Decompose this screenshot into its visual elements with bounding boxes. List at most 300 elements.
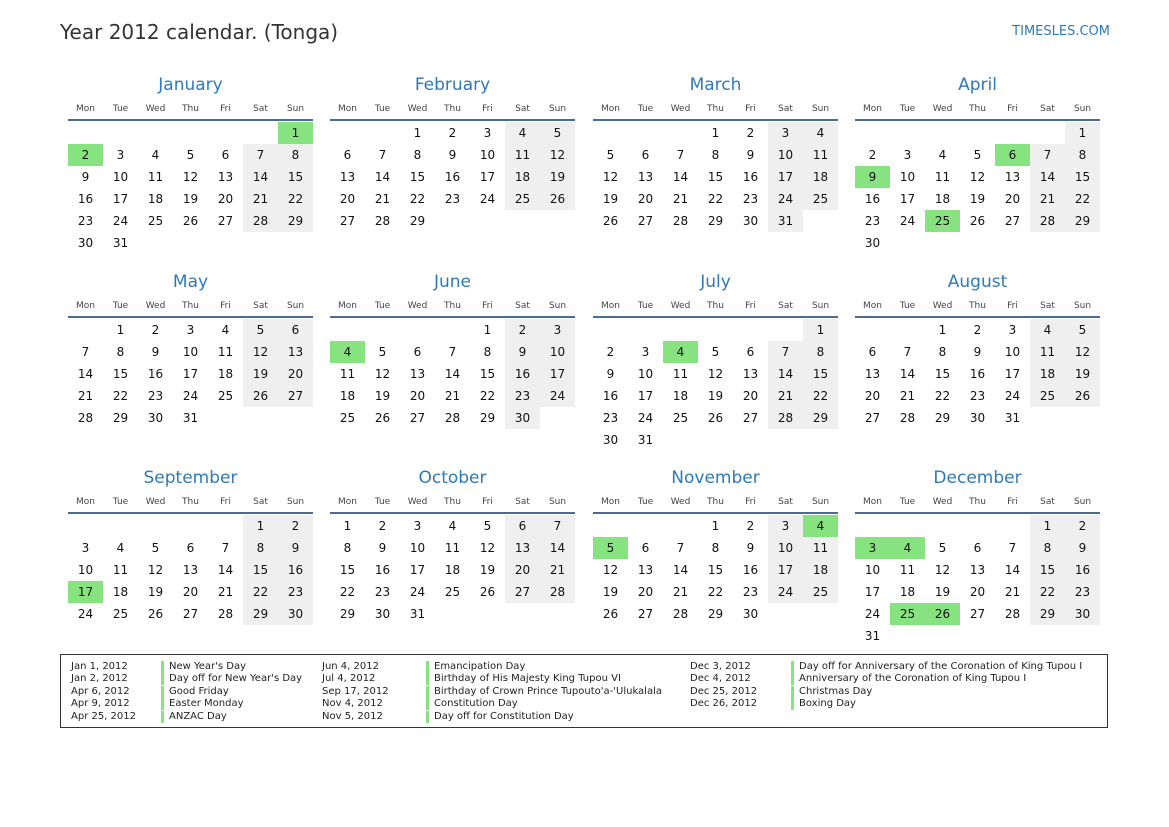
day-cell[interactable]: 5 [378, 345, 387, 359]
day-cell[interactable]: 20 [742, 389, 759, 403]
day-cell[interactable]: 2 [151, 323, 160, 337]
day-cell[interactable]: 17 [768, 166, 803, 188]
day-cell[interactable]: 6 [641, 148, 650, 162]
day-cell[interactable]: 28 [899, 411, 916, 425]
day-cell[interactable]: 1 [938, 323, 947, 337]
day-cell[interactable]: 2 [1065, 515, 1100, 537]
day-cell[interactable]: 30 [374, 607, 391, 621]
day-cell[interactable]: 23 [444, 192, 461, 206]
day-cell[interactable]: 24 [768, 188, 803, 210]
holiday-day-cell[interactable]: 4 [663, 341, 698, 363]
day-cell[interactable]: 21 [77, 389, 94, 403]
day-cell[interactable]: 11 [672, 367, 689, 381]
day-cell[interactable]: 8 [938, 345, 947, 359]
day-cell[interactable]: 7 [378, 148, 387, 162]
day-cell[interactable]: 19 [707, 389, 724, 403]
day-cell[interactable]: 6 [186, 541, 195, 555]
day-cell[interactable]: 5 [711, 345, 720, 359]
day-cell[interactable]: 3 [1008, 323, 1017, 337]
day-cell[interactable]: 14 [768, 363, 803, 385]
day-cell[interactable]: 16 [742, 170, 759, 184]
day-cell[interactable]: 9 [746, 541, 755, 555]
day-cell[interactable]: 5 [151, 541, 160, 555]
day-cell[interactable]: 17 [112, 192, 129, 206]
day-cell[interactable]: 27 [637, 607, 654, 621]
day-cell[interactable]: 23 [77, 214, 94, 228]
day-cell[interactable]: 5 [606, 148, 615, 162]
day-cell[interactable]: 24 [409, 585, 426, 599]
day-cell[interactable]: 21 [1004, 585, 1021, 599]
day-cell[interactable]: 9 [278, 537, 313, 559]
day-cell[interactable]: 17 [409, 563, 426, 577]
day-cell[interactable]: 20 [1004, 192, 1021, 206]
day-cell[interactable]: 13 [182, 563, 199, 577]
day-cell[interactable]: 22 [934, 389, 951, 403]
day-cell[interactable]: 24 [899, 214, 916, 228]
day-cell[interactable]: 16 [602, 389, 619, 403]
day-cell[interactable]: 5 [186, 148, 195, 162]
day-cell[interactable]: 4 [505, 122, 540, 144]
day-cell[interactable]: 12 [479, 541, 496, 555]
day-cell[interactable]: 2 [868, 148, 877, 162]
day-cell[interactable]: 31 [864, 629, 881, 643]
day-cell[interactable]: 18 [505, 166, 540, 188]
day-cell[interactable]: 10 [899, 170, 916, 184]
day-cell[interactable]: 3 [903, 148, 912, 162]
day-cell[interactable]: 22 [1065, 188, 1100, 210]
day-cell[interactable]: 11 [803, 144, 838, 166]
day-cell[interactable]: 9 [378, 541, 387, 555]
day-cell[interactable]: 29 [1030, 603, 1065, 625]
day-cell[interactable]: 24 [182, 389, 199, 403]
day-cell[interactable]: 31 [409, 607, 426, 621]
day-cell[interactable]: 18 [934, 192, 951, 206]
day-cell[interactable]: 22 [112, 389, 129, 403]
day-cell[interactable]: 11 [147, 170, 164, 184]
day-cell[interactable]: 13 [409, 367, 426, 381]
day-cell[interactable]: 2 [973, 323, 982, 337]
day-cell[interactable]: 15 [112, 367, 129, 381]
day-cell[interactable]: 26 [182, 214, 199, 228]
day-cell[interactable]: 17 [182, 367, 199, 381]
day-cell[interactable]: 15 [339, 563, 356, 577]
day-cell[interactable]: 15 [278, 166, 313, 188]
day-cell[interactable]: 14 [672, 563, 689, 577]
day-cell[interactable]: 10 [768, 144, 803, 166]
day-cell[interactable]: 12 [182, 170, 199, 184]
day-cell[interactable]: 24 [112, 214, 129, 228]
day-cell[interactable]: 10 [182, 345, 199, 359]
day-cell[interactable]: 26 [707, 411, 724, 425]
day-cell[interactable]: 16 [147, 367, 164, 381]
day-cell[interactable]: 27 [864, 411, 881, 425]
day-cell[interactable]: 11 [803, 537, 838, 559]
day-cell[interactable]: 5 [540, 122, 575, 144]
day-cell[interactable]: 2 [505, 319, 540, 341]
day-cell[interactable]: 7 [540, 515, 575, 537]
day-cell[interactable]: 27 [742, 411, 759, 425]
day-cell[interactable]: 4 [938, 148, 947, 162]
day-cell[interactable]: 12 [934, 563, 951, 577]
day-cell[interactable]: 18 [112, 585, 129, 599]
day-cell[interactable]: 22 [803, 385, 838, 407]
day-cell[interactable]: 8 [343, 541, 352, 555]
day-cell[interactable]: 9 [606, 367, 615, 381]
day-cell[interactable]: 6 [278, 319, 313, 341]
day-cell[interactable]: 30 [742, 214, 759, 228]
day-cell[interactable]: 25 [217, 389, 234, 403]
holiday-day-cell[interactable]: 2 [68, 144, 103, 166]
day-cell[interactable]: 10 [540, 341, 575, 363]
day-cell[interactable]: 13 [505, 537, 540, 559]
day-cell[interactable]: 15 [1030, 559, 1065, 581]
day-cell[interactable]: 16 [505, 363, 540, 385]
day-cell[interactable]: 12 [1065, 341, 1100, 363]
day-cell[interactable]: 6 [746, 345, 755, 359]
day-cell[interactable]: 4 [1030, 319, 1065, 341]
day-cell[interactable]: 23 [864, 214, 881, 228]
day-cell[interactable]: 19 [182, 192, 199, 206]
day-cell[interactable]: 23 [147, 389, 164, 403]
day-cell[interactable]: 4 [116, 541, 125, 555]
day-cell[interactable]: 3 [768, 122, 803, 144]
day-cell[interactable]: 19 [602, 192, 619, 206]
day-cell[interactable]: 10 [637, 367, 654, 381]
day-cell[interactable]: 20 [217, 192, 234, 206]
day-cell[interactable]: 18 [147, 192, 164, 206]
day-cell[interactable]: 23 [1065, 581, 1100, 603]
day-cell[interactable]: 25 [672, 411, 689, 425]
day-cell[interactable]: 16 [77, 192, 94, 206]
day-cell[interactable]: 10 [112, 170, 129, 184]
day-cell[interactable]: 19 [602, 585, 619, 599]
day-cell[interactable]: 2 [278, 515, 313, 537]
day-cell[interactable]: 2 [378, 519, 387, 533]
day-cell[interactable]: 4 [221, 323, 230, 337]
day-cell[interactable]: 5 [973, 148, 982, 162]
day-cell[interactable]: 21 [672, 585, 689, 599]
day-cell[interactable]: 25 [505, 188, 540, 210]
day-cell[interactable]: 23 [742, 192, 759, 206]
day-cell[interactable]: 22 [707, 585, 724, 599]
day-cell[interactable]: 23 [374, 585, 391, 599]
day-cell[interactable]: 1 [803, 319, 838, 341]
day-cell[interactable]: 31 [182, 411, 199, 425]
day-cell[interactable]: 18 [217, 367, 234, 381]
day-cell[interactable]: 22 [1030, 581, 1065, 603]
day-cell[interactable]: 19 [934, 585, 951, 599]
day-cell[interactable]: 20 [409, 389, 426, 403]
day-cell[interactable]: 25 [339, 411, 356, 425]
day-cell[interactable]: 16 [444, 170, 461, 184]
day-cell[interactable]: 6 [413, 345, 422, 359]
day-cell[interactable]: 27 [969, 607, 986, 621]
day-cell[interactable]: 29 [479, 411, 496, 425]
day-cell[interactable]: 24 [637, 411, 654, 425]
day-cell[interactable]: 20 [637, 192, 654, 206]
site-link[interactable]: TIMESLES.COM [1012, 24, 1110, 39]
day-cell[interactable]: 26 [147, 607, 164, 621]
day-cell[interactable]: 12 [969, 170, 986, 184]
day-cell[interactable]: 19 [540, 166, 575, 188]
day-cell[interactable]: 2 [746, 126, 755, 140]
day-cell[interactable]: 13 [969, 563, 986, 577]
day-cell[interactable]: 13 [637, 170, 654, 184]
day-cell[interactable]: 26 [602, 214, 619, 228]
day-cell[interactable]: 30 [602, 433, 619, 447]
day-cell[interactable]: 20 [969, 585, 986, 599]
day-cell[interactable]: 5 [243, 319, 278, 341]
day-cell[interactable]: 31 [112, 236, 129, 250]
day-cell[interactable]: 14 [217, 563, 234, 577]
day-cell[interactable]: 29 [243, 603, 278, 625]
day-cell[interactable]: 25 [1030, 385, 1065, 407]
day-cell[interactable]: 30 [278, 603, 313, 625]
day-cell[interactable]: 12 [602, 170, 619, 184]
day-cell[interactable]: 13 [339, 170, 356, 184]
day-cell[interactable]: 25 [803, 188, 838, 210]
day-cell[interactable]: 15 [243, 559, 278, 581]
day-cell[interactable]: 13 [278, 341, 313, 363]
day-cell[interactable]: 6 [973, 541, 982, 555]
day-cell[interactable]: 30 [969, 411, 986, 425]
day-cell[interactable]: 1 [413, 126, 422, 140]
day-cell[interactable]: 2 [606, 345, 615, 359]
day-cell[interactable]: 28 [540, 581, 575, 603]
day-cell[interactable]: 15 [934, 367, 951, 381]
holiday-day-cell[interactable]: 4 [803, 515, 838, 537]
day-cell[interactable]: 29 [278, 210, 313, 232]
day-cell[interactable]: 27 [409, 411, 426, 425]
holiday-day-cell[interactable]: 25 [890, 603, 925, 625]
day-cell[interactable]: 15 [707, 170, 724, 184]
day-cell[interactable]: 31 [768, 210, 803, 232]
day-cell[interactable]: 5 [938, 541, 947, 555]
day-cell[interactable]: 14 [1004, 563, 1021, 577]
day-cell[interactable]: 8 [803, 341, 838, 363]
day-cell[interactable]: 6 [868, 345, 877, 359]
day-cell[interactable]: 9 [973, 345, 982, 359]
day-cell[interactable]: 31 [1004, 411, 1021, 425]
day-cell[interactable]: 18 [803, 559, 838, 581]
day-cell[interactable]: 15 [707, 563, 724, 577]
day-cell[interactable]: 10 [479, 148, 496, 162]
day-cell[interactable]: 18 [672, 389, 689, 403]
day-cell[interactable]: 1 [483, 323, 492, 337]
day-cell[interactable]: 22 [707, 192, 724, 206]
day-cell[interactable]: 28 [444, 411, 461, 425]
day-cell[interactable]: 3 [413, 519, 422, 533]
day-cell[interactable]: 27 [217, 214, 234, 228]
day-cell[interactable]: 30 [742, 607, 759, 621]
day-cell[interactable]: 1 [711, 519, 720, 533]
day-cell[interactable]: 12 [374, 367, 391, 381]
day-cell[interactable]: 4 [448, 519, 457, 533]
day-cell[interactable]: 27 [505, 581, 540, 603]
day-cell[interactable]: 28 [672, 214, 689, 228]
holiday-day-cell[interactable]: 25 [925, 210, 960, 232]
holiday-day-cell[interactable]: 4 [330, 341, 365, 363]
day-cell[interactable]: 9 [505, 341, 540, 363]
day-cell[interactable]: 2 [448, 126, 457, 140]
day-cell[interactable]: 2 [746, 519, 755, 533]
day-cell[interactable]: 9 [746, 148, 755, 162]
day-cell[interactable]: 23 [742, 585, 759, 599]
day-cell[interactable]: 29 [409, 214, 426, 228]
day-cell[interactable]: 22 [409, 192, 426, 206]
day-cell[interactable]: 3 [540, 319, 575, 341]
day-cell[interactable]: 8 [278, 144, 313, 166]
day-cell[interactable]: 21 [1030, 188, 1065, 210]
day-cell[interactable]: 27 [182, 607, 199, 621]
day-cell[interactable]: 26 [243, 385, 278, 407]
day-cell[interactable]: 22 [479, 389, 496, 403]
day-cell[interactable]: 26 [374, 411, 391, 425]
day-cell[interactable]: 11 [217, 345, 234, 359]
day-cell[interactable]: 9 [448, 148, 457, 162]
day-cell[interactable]: 22 [278, 188, 313, 210]
day-cell[interactable]: 25 [803, 581, 838, 603]
day-cell[interactable]: 6 [343, 148, 352, 162]
day-cell[interactable]: 28 [217, 607, 234, 621]
day-cell[interactable]: 11 [934, 170, 951, 184]
day-cell[interactable]: 29 [339, 607, 356, 621]
day-cell[interactable]: 3 [81, 541, 90, 555]
day-cell[interactable]: 21 [672, 192, 689, 206]
day-cell[interactable]: 25 [444, 585, 461, 599]
day-cell[interactable]: 20 [182, 585, 199, 599]
day-cell[interactable]: 21 [243, 188, 278, 210]
day-cell[interactable]: 26 [540, 188, 575, 210]
day-cell[interactable]: 17 [637, 389, 654, 403]
day-cell[interactable]: 28 [243, 210, 278, 232]
day-cell[interactable]: 23 [505, 385, 540, 407]
day-cell[interactable]: 7 [81, 345, 90, 359]
holiday-day-cell[interactable]: 17 [68, 581, 103, 603]
day-cell[interactable]: 10 [864, 563, 881, 577]
day-cell[interactable]: 26 [602, 607, 619, 621]
day-cell[interactable]: 20 [278, 363, 313, 385]
day-cell[interactable]: 7 [221, 541, 230, 555]
day-cell[interactable]: 12 [707, 367, 724, 381]
day-cell[interactable]: 10 [1004, 345, 1021, 359]
day-cell[interactable]: 29 [707, 607, 724, 621]
day-cell[interactable]: 14 [899, 367, 916, 381]
day-cell[interactable]: 29 [934, 411, 951, 425]
day-cell[interactable]: 17 [540, 363, 575, 385]
day-cell[interactable]: 11 [1030, 341, 1065, 363]
day-cell[interactable]: 19 [374, 389, 391, 403]
holiday-day-cell[interactable]: 1 [278, 122, 313, 144]
day-cell[interactable]: 3 [186, 323, 195, 337]
day-cell[interactable]: 26 [479, 585, 496, 599]
day-cell[interactable]: 9 [151, 345, 160, 359]
day-cell[interactable]: 3 [116, 148, 125, 162]
day-cell[interactable]: 25 [112, 607, 129, 621]
day-cell[interactable]: 15 [1065, 166, 1100, 188]
day-cell[interactable]: 16 [742, 563, 759, 577]
day-cell[interactable]: 1 [116, 323, 125, 337]
day-cell[interactable]: 8 [243, 537, 278, 559]
day-cell[interactable]: 12 [147, 563, 164, 577]
day-cell[interactable]: 30 [77, 236, 94, 250]
day-cell[interactable]: 7 [903, 345, 912, 359]
day-cell[interactable]: 31 [637, 433, 654, 447]
day-cell[interactable]: 8 [1030, 537, 1065, 559]
day-cell[interactable]: 19 [147, 585, 164, 599]
day-cell[interactable]: 7 [676, 148, 685, 162]
day-cell[interactable]: 14 [77, 367, 94, 381]
day-cell[interactable]: 21 [374, 192, 391, 206]
day-cell[interactable]: 27 [339, 214, 356, 228]
day-cell[interactable]: 16 [969, 367, 986, 381]
day-cell[interactable]: 22 [243, 581, 278, 603]
day-cell[interactable]: 13 [217, 170, 234, 184]
day-cell[interactable]: 23 [969, 389, 986, 403]
day-cell[interactable]: 8 [1065, 144, 1100, 166]
day-cell[interactable]: 28 [768, 407, 803, 429]
day-cell[interactable]: 29 [112, 411, 129, 425]
day-cell[interactable]: 30 [1065, 603, 1100, 625]
day-cell[interactable]: 14 [243, 166, 278, 188]
day-cell[interactable]: 10 [77, 563, 94, 577]
day-cell[interactable]: 18 [899, 585, 916, 599]
day-cell[interactable]: 11 [505, 144, 540, 166]
day-cell[interactable]: 3 [768, 515, 803, 537]
day-cell[interactable]: 21 [899, 389, 916, 403]
day-cell[interactable]: 10 [768, 537, 803, 559]
day-cell[interactable]: 14 [444, 367, 461, 381]
day-cell[interactable]: 13 [864, 367, 881, 381]
day-cell[interactable]: 23 [602, 411, 619, 425]
day-cell[interactable]: 24 [768, 581, 803, 603]
day-cell[interactable]: 28 [77, 411, 94, 425]
day-cell[interactable]: 17 [864, 585, 881, 599]
day-cell[interactable]: 30 [147, 411, 164, 425]
day-cell[interactable]: 29 [1065, 210, 1100, 232]
day-cell[interactable]: 1 [711, 126, 720, 140]
day-cell[interactable]: 28 [1004, 607, 1021, 621]
day-cell[interactable]: 24 [479, 192, 496, 206]
day-cell[interactable]: 20 [637, 585, 654, 599]
day-cell[interactable]: 4 [803, 122, 838, 144]
day-cell[interactable]: 3 [641, 345, 650, 359]
day-cell[interactable]: 18 [1030, 363, 1065, 385]
day-cell[interactable]: 18 [444, 563, 461, 577]
day-cell[interactable]: 20 [339, 192, 356, 206]
day-cell[interactable]: 24 [540, 385, 575, 407]
day-cell[interactable]: 14 [540, 537, 575, 559]
day-cell[interactable]: 13 [1004, 170, 1021, 184]
day-cell[interactable]: 27 [637, 214, 654, 228]
day-cell[interactable]: 8 [711, 541, 720, 555]
day-cell[interactable]: 8 [483, 345, 492, 359]
day-cell[interactable]: 11 [112, 563, 129, 577]
day-cell[interactable]: 20 [864, 389, 881, 403]
day-cell[interactable]: 16 [864, 192, 881, 206]
day-cell[interactable]: 26 [969, 214, 986, 228]
day-cell[interactable]: 28 [672, 607, 689, 621]
day-cell[interactable]: 26 [1065, 385, 1100, 407]
day-cell[interactable]: 17 [899, 192, 916, 206]
day-cell[interactable]: 16 [374, 563, 391, 577]
day-cell[interactable]: 18 [803, 166, 838, 188]
day-cell[interactable]: 15 [479, 367, 496, 381]
day-cell[interactable]: 22 [339, 585, 356, 599]
day-cell[interactable]: 13 [742, 367, 759, 381]
day-cell[interactable]: 24 [864, 607, 881, 621]
day-cell[interactable]: 17 [1004, 367, 1021, 381]
